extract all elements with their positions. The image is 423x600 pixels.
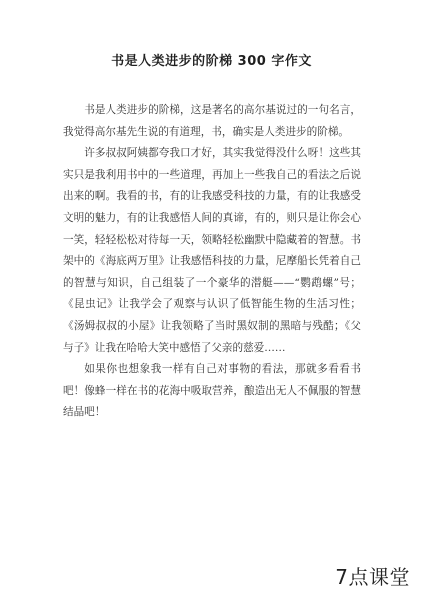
watermark-logo: 7点课堂 <box>335 565 410 589</box>
paragraph-1: 书是人类进步的阶梯，这是著名的高尔基说过的一句名言，我觉得高尔基先生说的有道理，书，确实是人类进步的阶梯。 <box>63 104 361 138</box>
paragraph-2: 许多叔叔阿姨都夸我口才好，其实我觉得没什么呀！这些其实只是我利用书中的一些道理，再加上一些我自己的看法之后说出来的啊。我看的书，有的让我感受科技的力量，有的让我感受文明的魅力，有的让我感悟人间的真谛，有的，则只是让你会心一笑，轻轻松松对待每一天，领略轻松幽默中隐藏着的智慧。书架中的《海底两万里》让我感悟科技的力量，尼摩船长凭着自己的智慧与知识，自己组装了一个豪华的潜艇——“鹦鹉螺”号；《昆虫记》让我学会了观察与认识了低智能生物的生活习性；《汤姆叔叔的小屋》让我领略了当时黑奴制的黑暗与残酷；《父与子》让我在哈哈大笑中感悟了父亲的慈爱…… <box>63 147 361 354</box>
page-title: 书是人类进步的阶梯 300 字作文 <box>111 54 312 69</box>
essay-body <box>63 100 361 424</box>
paragraph-3: 如果你也想象我一样有自己对事物的看法，那就多看看书吧！像蜂一样在书的花海中吸取营养，酿造出无人不佩服的智慧结晶吧！ <box>63 363 361 419</box>
